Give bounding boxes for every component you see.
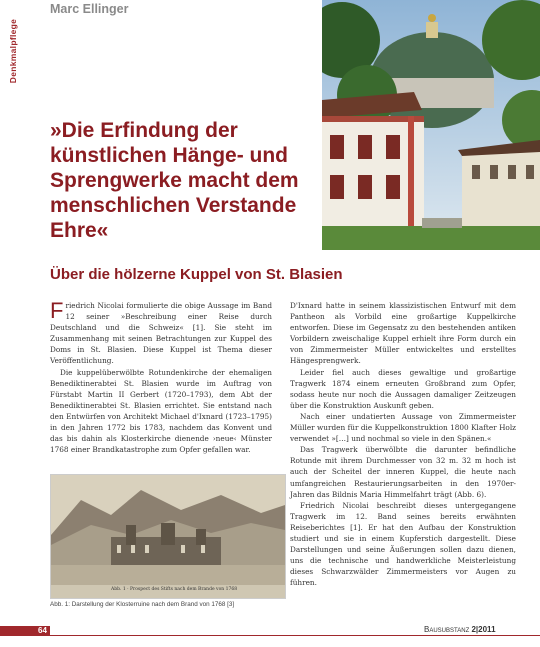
section-label: Denkmalpflege: [8, 18, 18, 84]
journal-info: [424, 625, 496, 634]
right-column: [290, 300, 516, 588]
figure-inner-caption: Abb. 1 · Prospect des Stifts nach dem Brande von 1768: [111, 587, 238, 592]
author-name: Marc Ellinger: [50, 2, 129, 16]
paragraph-4: Leider fiel auch dieses gewaltige und großartige Tragwerk 1874 einem erneuten Großbrand zum Opfer, sodass heute nur noch die Aussagen damaliger Zeitzeugen über die Konstruktion Auskunft geben.: [290, 367, 516, 410]
paragraph-1: Friedrich Nicolai formulierte die obige Aussage im Band 12 seiner »Beschreibung einer Reise durch Deutschland und die Schweiz« [1]. Sie steht im Zusammenhang mit seinen Betrachtungen zur Kuppel des Doms in St. Blasien. Diese Kuppel ist Thema dieser Veröffentlichung.: [50, 298, 272, 366]
article-subtitle: Über die hölzerne Kuppel von St. Blasien: [50, 266, 343, 283]
journal-name: Bausubstanz: [424, 625, 470, 634]
article-title: »Die Erfindung der künstlichen Hänge- und Sprengwerke macht dem menschlichen Verstande Ehre«: [50, 119, 299, 242]
engraving-figure: [50, 474, 286, 599]
church-photo: [322, 0, 540, 250]
journal-issue: 2|2011: [471, 625, 496, 634]
paragraph-5: Nach einer undatierten Aussage von Zimmermeister Müller wurden für die Kuppelkonstruktion 1800 Klafter Holz verwendet »[…] und nochmal so viele in den Spänen.«: [290, 411, 516, 444]
paragraph-3: D'Ixnard hatte in seinem klassizistischen Entwurf mit dem Pantheon als Vorbild eine großartige Kuppelkirche entworfen. Diese im Gegensatz zu den bestehenden antiken Vorbildern zweischalige Kuppel erhielt ihre Form durch ein von Zimmermeister Müller entwickeltes und erstelltes Hängesprengwerk.: [290, 301, 516, 366]
paragraph-2: Die kuppelüberwölbte Rotundenkirche der ehemaligen Benediktinerabtei St. Blasien wurde im Auftrag von Fürstabt Martin II Gerbert (1720–1793), dem Abt der Benediktinerabtei St. Blasien errichtet. Sie entstand nach den Entwürfen von Architekt Michael d'Ixnard (1723–1795) in den Jahren 1772 bis 1783, nachdem das Konvent und das bis dahin als Klosterkirche dienende ›neue‹ Münster 1768 einer Brandkatastrophe zum Opfer gefallen war.: [50, 367, 272, 455]
footer-rule: [50, 635, 540, 636]
paragraph-6: Das Tragwerk überwölbte die darunter befindliche Rotunde mit ihrem Durchmesser von 32 m. 32 m hoch ist auch der Scheitel der inneren Kuppel, die heute nach umfangreichen Restaurierungsarbeiten in den 1970er-Jahren das Bildnis Maria Himmelfahrt trägt (Abb. 6).: [290, 445, 516, 499]
drop-cap: F: [50, 298, 64, 323]
figure-caption: Abb. 1: Darstellung der Klosterruine nach dem Brand von 1768 [3]: [50, 601, 235, 608]
page-number: 64: [38, 626, 47, 635]
left-column: [50, 300, 272, 455]
paragraph-7: Friedrich Nicolai beschreibt dieses untergegangene Tragwerk im 12. Band seines bereits erwähnten Reiseberichtes [1]. Er hat den Aufbau der Konstruktion studiert und sie in einem Kupferstich dargestellt. Diese Darstellungen und seine Äußerungen sollen dazu dienen, uns die technische und handwerkliche Meisterleistung dieses Schwarzwälder Zimmermeisters vor Augen zu führen.: [290, 500, 516, 588]
